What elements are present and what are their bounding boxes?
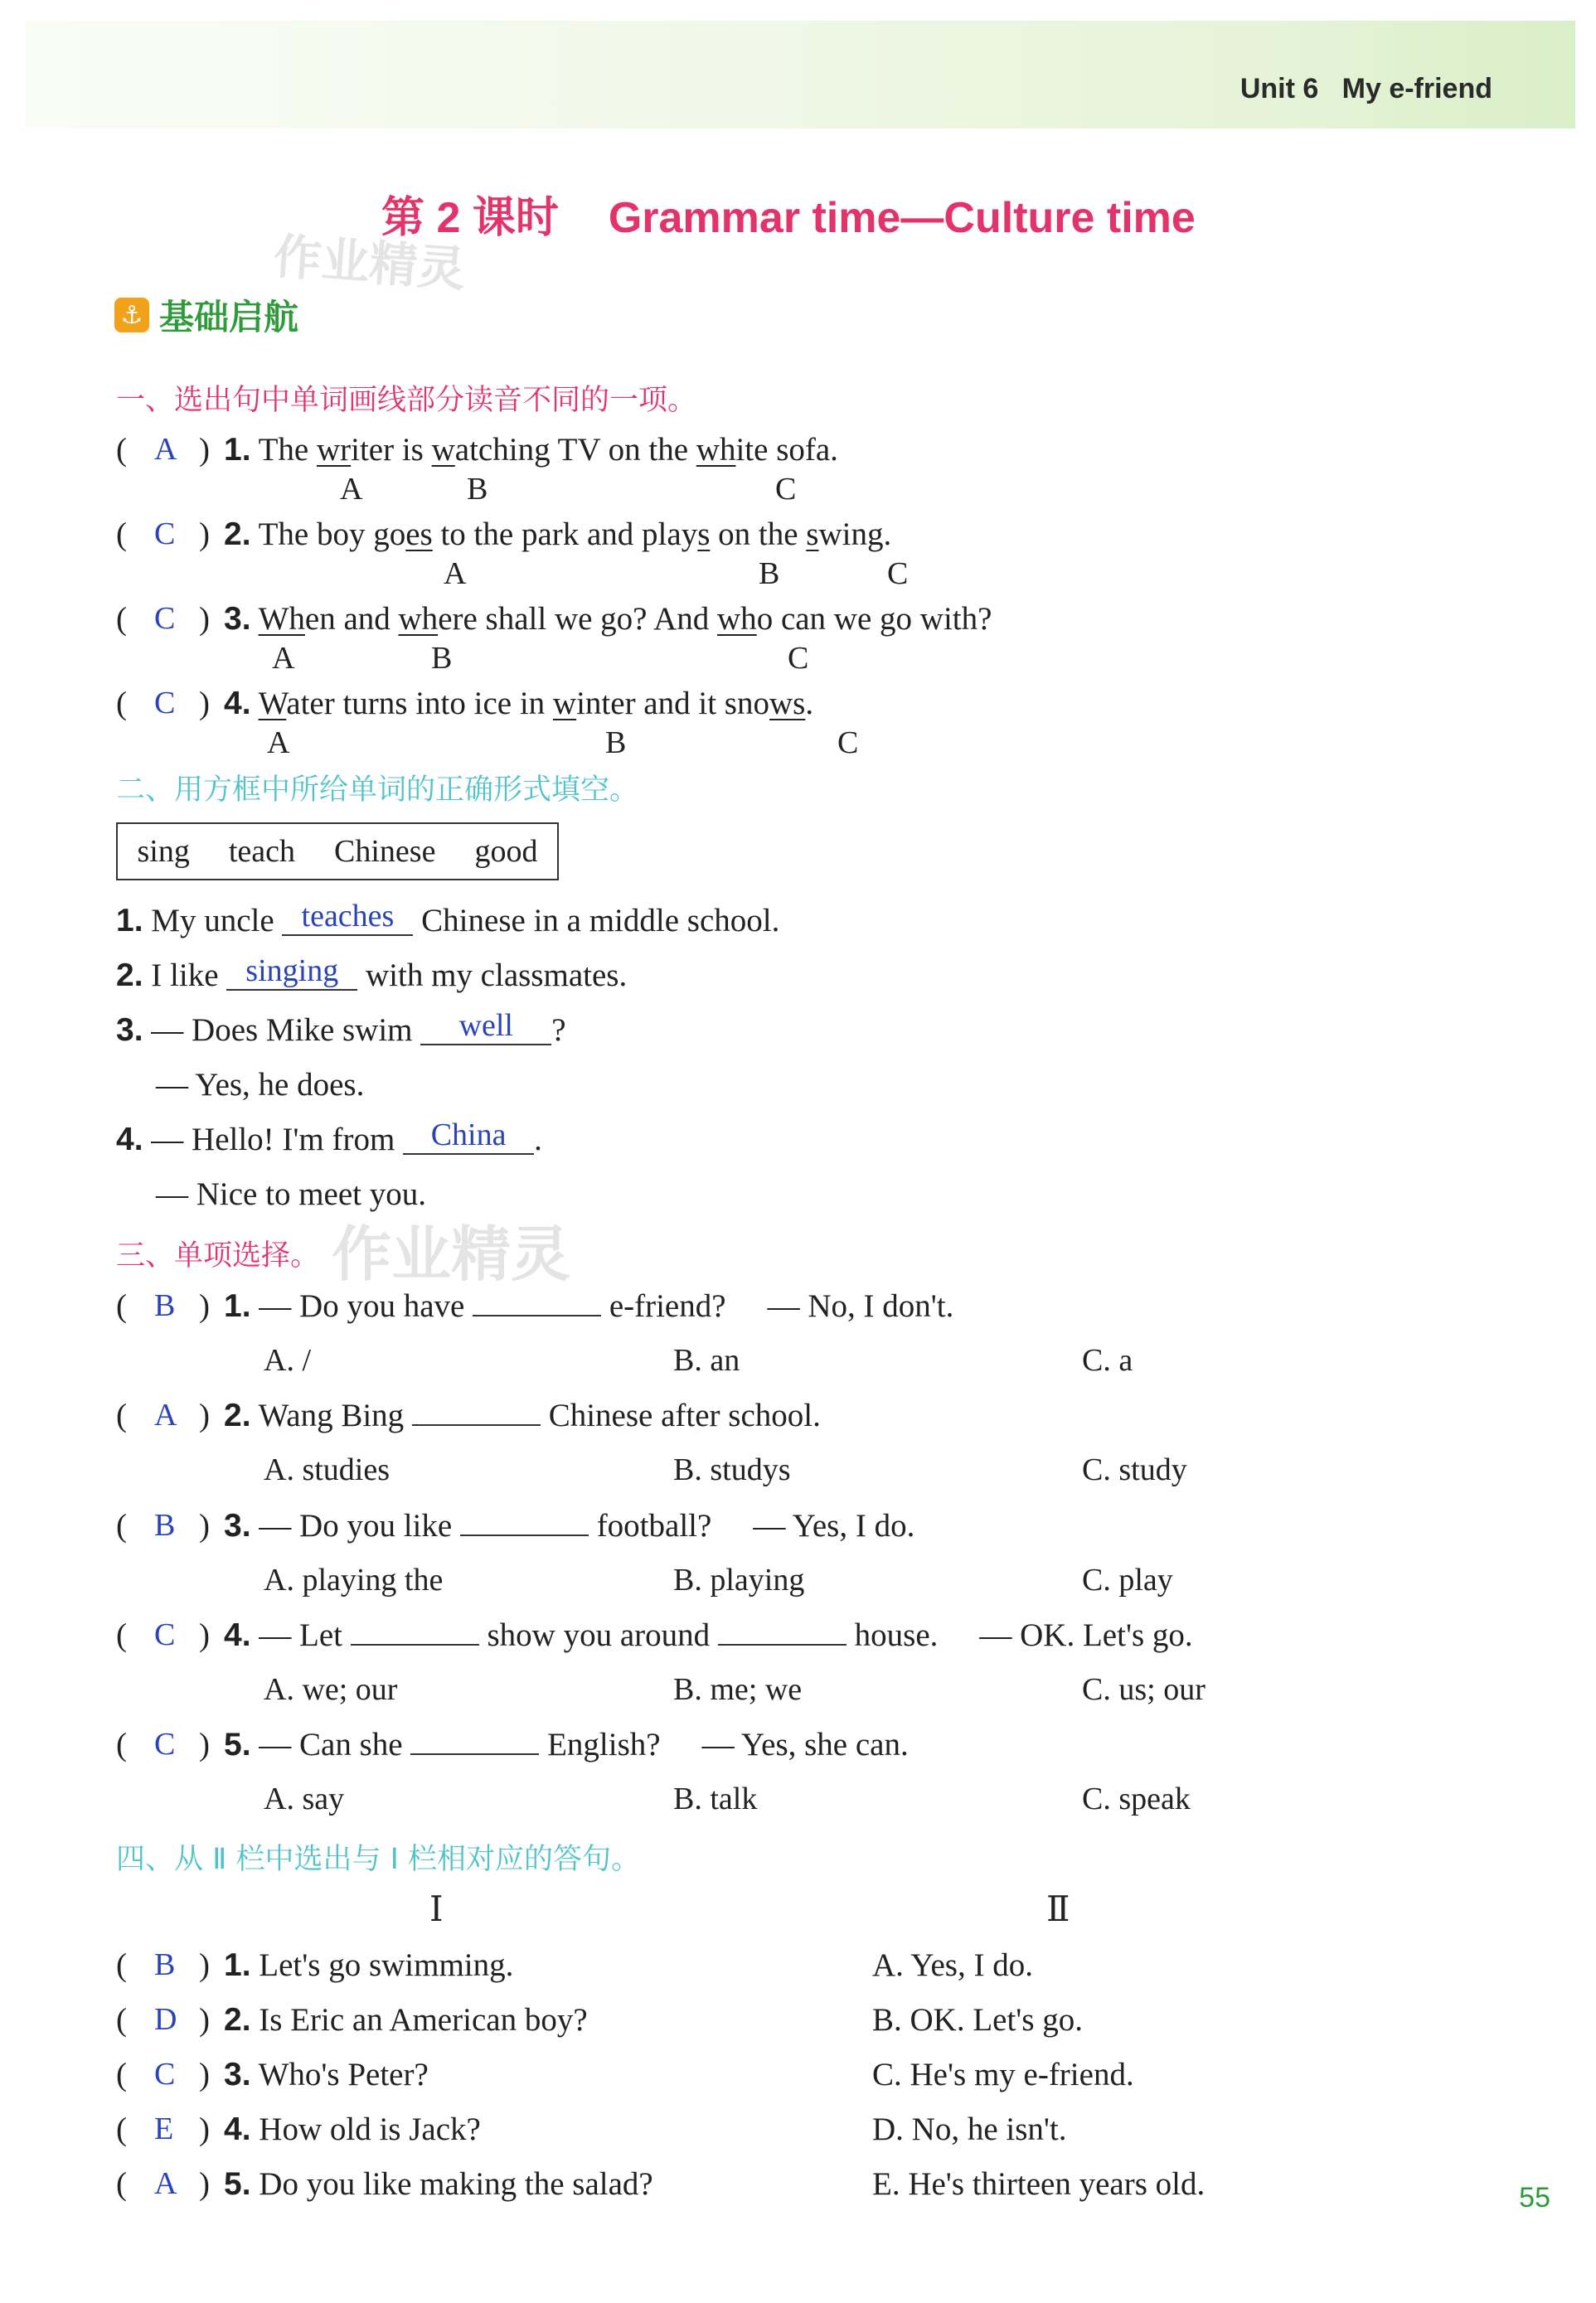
question-blank[interactable] <box>351 1619 479 1646</box>
answer-paren: ( <box>116 1288 127 1324</box>
underlined-part: s <box>697 516 711 552</box>
underlined-part: wh <box>398 601 439 637</box>
option-letter: B <box>431 641 453 676</box>
question-blank[interactable] <box>460 1510 589 1536</box>
answer-paren: ) <box>199 1727 210 1762</box>
answer-paren: ) <box>199 1398 210 1433</box>
match-question: 2. Is Eric an American boy? <box>224 2002 588 2038</box>
option-letter: B <box>759 556 780 591</box>
answer-paren: ( <box>116 2166 127 2202</box>
choice-option-a[interactable]: A. say <box>264 1782 345 1816</box>
answer-paren: ( <box>116 432 127 468</box>
option-letter: C <box>887 556 909 591</box>
answer-paren: ( <box>116 1398 127 1433</box>
phonics-item: 1. The writer is watching TV on the white sofa. <box>224 432 838 468</box>
section-heading <box>114 290 298 340</box>
answer-paren: ( <box>116 686 127 721</box>
answer-mark[interactable]: C <box>154 1727 176 1762</box>
word-option: teach <box>228 834 296 869</box>
part3-title: 三、单项选择。 <box>116 1239 320 1273</box>
answer-blank[interactable]: China <box>403 1117 534 1155</box>
watermark: 作业精灵 <box>332 1219 571 1289</box>
page-number: 55 <box>1519 2182 1550 2213</box>
underlined-part: wh <box>717 601 757 637</box>
answer-paren: ( <box>116 1947 127 1983</box>
answer-paren: ) <box>199 1947 210 1983</box>
underlined-part: w <box>552 686 577 721</box>
answer-paren: ) <box>199 516 210 552</box>
answer-mark[interactable]: C <box>154 1617 176 1652</box>
answer-blank[interactable]: well <box>420 1007 551 1045</box>
choice-option-b[interactable]: B. me; we <box>673 1672 803 1707</box>
word-option: Chinese <box>334 834 436 869</box>
choice-option-b[interactable]: B. studys <box>673 1452 791 1487</box>
answer-blank[interactable]: teaches <box>282 898 413 936</box>
match-question: 4. How old is Jack? <box>224 2111 481 2147</box>
match-answer: D. No, he isn't. <box>872 2111 1067 2147</box>
unit-header <box>1240 73 1492 105</box>
match-question: 3. Who's Peter? <box>224 2057 429 2092</box>
choice-option-c[interactable]: C. play <box>1082 1563 1173 1598</box>
match-answer: E. He's thirteen years old. <box>872 2166 1205 2202</box>
answer-paren: ( <box>116 1727 127 1762</box>
choice-question: 5. — Can she English? — Yes, she can. <box>224 1727 909 1762</box>
answer-mark[interactable]: B <box>154 1508 176 1543</box>
question-blank[interactable] <box>410 1728 539 1755</box>
underlined-part: wh <box>696 432 736 468</box>
fill-reply-4: — Nice to meet you. <box>156 1176 426 1212</box>
answer-paren: ( <box>116 516 127 552</box>
underlined-part: wr <box>316 432 352 468</box>
underlined-part: ws <box>769 686 806 721</box>
answer-mark[interactable]: C <box>154 2057 176 2092</box>
choice-option-c[interactable]: C. a <box>1082 1343 1133 1378</box>
answer-mark[interactable]: C <box>154 601 176 636</box>
answer-paren: ) <box>199 1617 210 1653</box>
answer-blank[interactable]: singing <box>226 953 357 991</box>
column-two-heading: Ⅱ <box>1046 1891 1070 1929</box>
word-option: sing <box>137 834 190 869</box>
watermark: 作业精灵 <box>271 227 468 298</box>
answer-paren: ) <box>199 686 210 721</box>
part2-title: 二、用方框中所给单词的正确形式填空。 <box>116 773 639 807</box>
answer-mark[interactable]: C <box>154 686 176 720</box>
answer-paren: ( <box>116 2002 127 2038</box>
column-one-heading: Ⅰ <box>429 1891 444 1929</box>
word-option: good <box>474 834 538 869</box>
choice-question: 3. — Do you like football? — Yes, I do. <box>224 1508 915 1544</box>
part4-title: 四、从 Ⅱ 栏中选出与 Ⅰ 栏相对应的答句。 <box>116 1843 641 1876</box>
choice-option-a[interactable]: A. studies <box>264 1452 390 1487</box>
answer-paren: ( <box>116 2057 127 2092</box>
phonics-item: 3. When and where shall we go? And who can we go with? <box>224 601 992 637</box>
part1-title: 一、选出句中单词画线部分读音不同的一项。 <box>116 384 697 417</box>
answer-paren: ( <box>116 2111 127 2147</box>
underlined-part: es <box>405 516 433 552</box>
answer-mark[interactable]: D <box>154 2002 177 2037</box>
match-question: 1. Let's go swimming. <box>224 1947 514 1983</box>
word-box <box>116 822 559 880</box>
choice-question: 1. — Do you have e-friend? — No, I don't. <box>224 1288 954 1324</box>
phonics-item: 4. Water turns into ice in winter and it snows. <box>224 686 814 721</box>
match-answer: C. He's my e-friend. <box>872 2057 1134 2092</box>
underlined-part: w <box>431 432 455 468</box>
fill-item-3: 3. — Does Mike swim well ? <box>116 1008 566 1048</box>
answer-mark[interactable]: A <box>154 2166 177 2201</box>
answer-mark[interactable]: C <box>154 516 176 551</box>
answer-paren: ) <box>199 2002 210 2038</box>
choice-option-c[interactable]: C. us; our <box>1082 1672 1205 1707</box>
unit-title: My e-friend <box>1341 73 1492 104</box>
option-letter: C <box>788 641 809 676</box>
choice-option-a[interactable]: A. / <box>264 1343 311 1378</box>
answer-mark[interactable]: B <box>154 1288 176 1323</box>
choice-option-a[interactable]: A. we; our <box>264 1672 398 1707</box>
question-blank[interactable] <box>412 1399 541 1426</box>
option-letter: A <box>340 472 363 507</box>
choice-option-c[interactable]: C. study <box>1082 1452 1187 1487</box>
answer-paren: ) <box>199 2166 210 2202</box>
answer-paren: ( <box>116 1617 127 1653</box>
answer-paren: ) <box>199 2057 210 2092</box>
choice-question: 2. Wang Bing Chinese after school. <box>224 1398 821 1433</box>
option-letter: C <box>775 472 797 507</box>
fill-item-1: 1. My uncle teaches Chinese in a middle school. <box>116 899 780 938</box>
anchor-icon: ⚓ <box>114 298 149 332</box>
section-title: 基础启航 <box>159 297 299 337</box>
answer-paren: ) <box>199 1508 210 1544</box>
match-answer: A. Yes, I do. <box>872 1947 1033 1983</box>
answer-mark[interactable]: B <box>154 1947 176 1982</box>
lesson-number: 第 2 课时 <box>381 194 559 242</box>
answer-paren: ) <box>199 1288 210 1324</box>
fill-item-4: 4. — Hello! I'm from China . <box>116 1118 542 1157</box>
answer-paren: ) <box>199 2111 210 2147</box>
option-letter: C <box>837 725 859 760</box>
choice-question: 4. — Let show you around house. — OK. Let's go. <box>224 1617 1193 1653</box>
option-letter: A <box>272 641 295 676</box>
choice-option-b[interactable]: B. an <box>673 1343 740 1378</box>
option-letter: B <box>467 472 488 507</box>
choice-option-c[interactable]: C. speak <box>1082 1782 1191 1816</box>
choice-option-a[interactable]: A. playing the <box>264 1563 444 1598</box>
underlined-part: W <box>258 686 287 721</box>
match-question: 5. Do you like making the salad? <box>224 2166 653 2202</box>
answer-paren: ) <box>199 432 210 468</box>
answer-mark[interactable]: A <box>154 1398 177 1433</box>
answer-paren: ( <box>116 1508 127 1544</box>
match-answer: B. OK. Let's go. <box>872 2002 1084 2038</box>
answer-paren: ) <box>199 601 210 637</box>
choice-option-b[interactable]: B. playing <box>673 1563 805 1598</box>
lesson-name: Grammar time—Culture time <box>608 194 1196 242</box>
underlined-part: s <box>806 516 819 552</box>
fill-item-2: 2. I like singing with my classmates. <box>116 953 628 993</box>
option-letter: A <box>267 725 290 760</box>
question-blank[interactable] <box>473 1290 601 1316</box>
fill-reply-3: — Yes, he does. <box>156 1067 365 1103</box>
phonics-item: 2. The boy goes to the park and plays on the swing. <box>224 516 892 552</box>
lesson-title <box>381 182 1196 245</box>
answer-mark[interactable]: A <box>154 432 177 467</box>
choice-option-b[interactable]: B. talk <box>673 1782 758 1816</box>
option-letter: B <box>605 725 627 760</box>
answer-mark[interactable]: E <box>154 2111 174 2146</box>
question-blank[interactable] <box>718 1619 847 1646</box>
unit-number: Unit 6 <box>1239 73 1319 104</box>
option-letter: A <box>444 556 467 591</box>
answer-paren: ( <box>116 601 127 637</box>
underlined-part: Wh <box>258 601 305 637</box>
